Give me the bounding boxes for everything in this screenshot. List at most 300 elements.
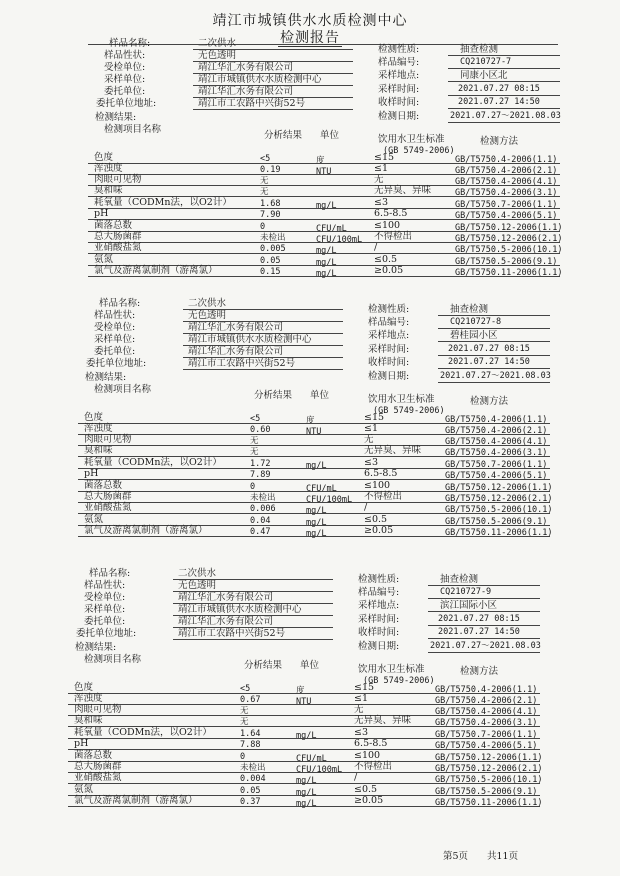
row-result: 7.90 [260, 210, 281, 220]
row-method: GB/T5750.4-2006(2.1) [445, 426, 548, 436]
col-std2-header: (GB 5749-2006) [373, 406, 445, 416]
col-result-header: 分析结果 [254, 390, 293, 401]
row-divider [78, 434, 550, 435]
row-unit: mg/L [316, 258, 337, 268]
row-item: 氯气及游离氯制剂（游离氯） [84, 525, 208, 536]
entrusted-addr-label: 委托单位地址: [86, 358, 147, 369]
row-divider [68, 715, 540, 716]
sample-time-label: 采样时间: [378, 84, 420, 95]
row-result: 0.19 [260, 165, 281, 175]
test-nature-value: 抽查检测 [450, 304, 489, 315]
field-underline [193, 109, 353, 110]
col-method-header: 检测方法 [470, 396, 509, 407]
row-item: 菌落总数 [94, 220, 133, 231]
row-std: ≤100 [354, 750, 381, 761]
client-label: 受检单位: [104, 62, 146, 73]
row-divider [78, 491, 550, 492]
col-unit-header: 单位 [300, 660, 320, 671]
row-std: ≥0.05 [374, 265, 404, 276]
sample-site-value: 碧桂园小区 [450, 330, 498, 341]
row-result: 0.04 [250, 516, 271, 526]
row-std: ≤100 [364, 480, 391, 491]
row-method: GB/T5750.4-2006(2.1) [435, 696, 538, 706]
row-std: ≤100 [374, 220, 401, 231]
row-result: 0 [240, 752, 246, 762]
row-unit: mg/L [306, 506, 327, 516]
entrusted-unit-value: 靖江华汇水务有限公司 [198, 86, 294, 97]
row-item: 色度 [84, 412, 104, 423]
field-underline [448, 95, 560, 96]
row-item: 亚硝酸盐氮 [94, 242, 142, 253]
entrusted-unit-value: 靖江华汇水务有限公司 [178, 616, 274, 627]
row-item: 臭和味 [74, 715, 103, 726]
row-result: 0.37 [240, 797, 261, 807]
row-divider [78, 502, 550, 503]
field-underline [193, 85, 353, 86]
row-std: 6.5-8.5 [354, 738, 388, 749]
row-result: 未检出 [250, 493, 276, 503]
org-title: 靖江市城镇供水水质检测中心 [212, 13, 408, 29]
row-unit: mg/L [296, 776, 317, 786]
row-item: 氨氮 [94, 254, 114, 265]
row-method: GB/T5750.5-2006(10.1) [455, 245, 563, 255]
row-method: GB/T5750.12-2006(2.1) [455, 234, 563, 244]
sample-name-label: 样品名称: [109, 38, 151, 49]
row-result: 1.68 [260, 199, 281, 209]
field-underline [438, 341, 550, 342]
field-underline [183, 321, 343, 322]
entrusted-unit-value: 靖江华汇水务有限公司 [188, 346, 284, 357]
row-divider [88, 185, 560, 186]
sample-name-value: 二次供水 [178, 568, 217, 579]
report-block [0, 530, 600, 830]
col-item-header: 检测项目名称 [104, 124, 162, 135]
row-std: ≤1 [364, 423, 379, 434]
row-item: 臭和味 [94, 185, 123, 196]
row-std: 不得检出 [374, 231, 413, 242]
row-item: 耗氧量（CODMn法，以O2计） [84, 457, 222, 468]
row-divider [68, 738, 540, 739]
row-divider [68, 772, 540, 773]
row-std: ≤3 [354, 727, 369, 738]
row-method: GB/T5750.7-2006(1.1) [435, 730, 538, 740]
row-divider [78, 479, 550, 480]
client-label: 受检单位: [94, 322, 136, 333]
field-underline [438, 382, 550, 383]
row-result: 0.005 [260, 244, 286, 254]
row-result: 0 [250, 482, 256, 492]
row-std: ≤15 [364, 412, 385, 423]
row-result: 0.05 [260, 256, 281, 266]
row-method: GB/T5750.7-2006(1.1) [455, 200, 558, 210]
row-std: ≤15 [374, 152, 395, 163]
row-item: 耗氧量（CODMn法，以O2计） [94, 197, 232, 208]
row-item: 浑浊度 [84, 423, 113, 434]
row-item: 氨氮 [84, 514, 104, 525]
test-nature-label: 检测性质: [368, 304, 410, 315]
sample-no-value: CQ210727-7 [460, 57, 512, 67]
row-method: GB/T5750.4-2006(4.1) [445, 437, 548, 447]
row-unit: CFU/100mL [296, 765, 343, 775]
sample-props-value: 无色透明 [188, 310, 227, 321]
row-result: <5 [260, 154, 271, 164]
test-date-value: 2021.07.27～2021.08.03 [430, 641, 541, 651]
field-underline [183, 345, 343, 346]
row-method: GB/T5750.4-2006(3.1) [455, 188, 558, 198]
row-method: GB/T5750.5-2006(9.1) [435, 787, 538, 797]
row-std: 无 [354, 704, 364, 715]
row-std: 无 [374, 174, 384, 185]
field-underline [428, 652, 540, 653]
row-item: 臭和味 [84, 445, 113, 456]
test-nature-value: 抽查检测 [460, 44, 499, 55]
report-block [0, 0, 620, 300]
row-item: 色度 [94, 152, 114, 163]
field-underline [193, 61, 353, 62]
row-unit: NTU [296, 697, 312, 707]
row-item: 总大肠菌群 [94, 231, 142, 242]
row-result: 无 [240, 706, 249, 716]
row-std: 无异臭、异味 [364, 445, 422, 456]
row-unit: mg/L [296, 788, 317, 798]
row-divider [78, 423, 550, 424]
sample-props-value: 无色透明 [198, 50, 237, 61]
test-date-label: 检测日期: [368, 371, 410, 382]
field-underline [193, 49, 353, 50]
field-underline [428, 585, 540, 586]
row-unit: NTU [306, 427, 322, 437]
field-underline [448, 55, 560, 56]
row-divider [68, 806, 540, 807]
row-unit: mg/L [296, 799, 317, 809]
sample-name-value: 二次供水 [188, 298, 227, 309]
row-std: ≤1 [374, 163, 389, 174]
row-method: GB/T5750.7-2006(1.1) [445, 460, 548, 470]
row-unit: 度 [306, 416, 315, 426]
sampler-label: 采样单位: [84, 604, 126, 615]
receive-time-value: 2021.07.27 14:50 [448, 357, 530, 367]
col-method-header: 检测方法 [480, 136, 519, 147]
row-method: GB/T5750.12-2006(1.1) [445, 483, 553, 493]
row-std: 无异臭、异味 [354, 715, 412, 726]
col-result-header: 分析结果 [244, 660, 283, 671]
field-underline [428, 625, 540, 626]
sample-time-label: 采样时间: [368, 344, 410, 355]
field-underline [448, 68, 560, 69]
sample-time-value: 2021.07.27 08:15 [458, 84, 540, 94]
row-method: GB/T5750.4-2006(1.1) [455, 155, 558, 165]
row-divider [88, 253, 560, 254]
row-unit: mg/L [306, 518, 327, 528]
field-underline [193, 73, 353, 74]
receive-time-value: 2021.07.27 14:50 [438, 627, 520, 637]
row-std: ≤3 [364, 457, 379, 468]
entrusted-addr-label: 委托单位地址: [76, 628, 137, 639]
row-method: GB/T5750.12-2006(2.1) [435, 764, 543, 774]
field-underline [183, 357, 343, 358]
row-result: 无 [260, 176, 269, 186]
sampler-label: 采样单位: [94, 334, 136, 345]
row-result: <5 [240, 684, 251, 694]
col-method-header: 检测方法 [460, 666, 499, 677]
page-number: 第5页 [443, 851, 469, 862]
entrusted-addr-label: 委托单位地址: [96, 98, 157, 109]
row-method: GB/T5750.5-2006(9.1) [445, 517, 548, 527]
row-item: 亚硝酸盐氮 [84, 502, 132, 513]
row-item: 耗氧量（CODMn法，以O2计） [74, 727, 212, 738]
col-std-header: 饮用水卫生标准 [378, 134, 445, 145]
row-unit: CFU/100mL [316, 235, 363, 245]
client-value: 靖江华汇水务有限公司 [188, 322, 284, 333]
row-result: 0.47 [250, 527, 271, 537]
row-method: GB/T5750.4-2006(3.1) [445, 448, 548, 458]
results-label: 检测结果: [95, 112, 137, 123]
test-date-value: 2021.07.27～2021.08.03 [440, 371, 551, 381]
sampler-value: 靖江市城镇供水水质检测中心 [198, 74, 322, 85]
client-value: 靖江华汇水务有限公司 [198, 62, 294, 73]
row-divider [78, 468, 550, 469]
row-item: 总大肠菌群 [74, 761, 122, 772]
row-result: 0.60 [250, 425, 271, 435]
field-underline [428, 638, 540, 639]
entrusted-unit-label: 委托单位: [104, 86, 146, 97]
col-std2-header: (GB 5749-2006) [363, 676, 435, 686]
field-underline [193, 97, 353, 98]
field-underline [448, 81, 560, 82]
row-std: ≤0.5 [354, 784, 378, 795]
row-std: ≤0.5 [374, 254, 398, 265]
row-method: GB/T5750.5-2006(9.1) [455, 257, 558, 267]
row-result: 无 [240, 717, 249, 727]
test-nature-label: 检测性质: [358, 574, 400, 585]
row-unit: mg/L [316, 201, 337, 211]
row-item: 氨氮 [74, 784, 94, 795]
col-item-header: 检测项目名称 [94, 384, 152, 395]
row-method: GB/T5750.4-2006(3.1) [435, 718, 538, 728]
col-std-header: 饮用水卫生标准 [368, 394, 435, 405]
entrusted-addr-value: 靖江市工农路中兴街52号 [198, 98, 306, 109]
sampler-value: 靖江市城镇供水水质检测中心 [188, 334, 312, 345]
row-method: GB/T5750.4-2006(5.1) [435, 741, 538, 751]
row-method: GB/T5750.4-2006(1.1) [435, 685, 538, 695]
row-result: 0.05 [240, 786, 261, 796]
sample-no-label: 样品编号: [378, 57, 420, 68]
sample-name-label: 样品名称: [89, 568, 131, 579]
field-underline [173, 603, 333, 604]
client-value: 靖江华汇水务有限公司 [178, 592, 274, 603]
sample-site-value: 同康小区北 [460, 70, 508, 81]
test-date-value: 2021.07.27～2021.08.03 [450, 111, 561, 121]
row-result: 1.72 [250, 459, 271, 469]
row-std: ≥0.05 [364, 525, 394, 536]
row-unit: 度 [316, 156, 325, 166]
field-underline [183, 333, 343, 334]
row-result: 未检出 [260, 233, 286, 243]
col-unit-header: 单位 [320, 130, 340, 141]
row-std: ≤1 [354, 693, 369, 704]
sample-site-label: 采样地点: [378, 70, 420, 81]
row-item: 氯气及游离氯制剂（游离氯） [74, 795, 198, 806]
row-std: 无 [364, 434, 374, 445]
field-underline [448, 122, 560, 123]
row-method: GB/T5750.12-2006(1.1) [455, 223, 563, 233]
field-underline [183, 309, 343, 310]
field-underline [173, 591, 333, 592]
row-result: 未检出 [240, 763, 266, 773]
row-method: GB/T5750.4-2006(2.1) [455, 166, 558, 176]
row-item: pH [74, 738, 89, 749]
row-std: 6.5-8.5 [364, 468, 398, 479]
test-date-label: 检测日期: [358, 641, 400, 652]
row-std: 不得检出 [354, 761, 393, 772]
client-label: 受检单位: [84, 592, 126, 603]
row-divider [68, 704, 540, 705]
row-item: pH [84, 468, 99, 479]
row-item: 肉眼可见物 [84, 434, 132, 445]
row-unit: CFU/100mL [306, 495, 353, 505]
field-underline [438, 315, 550, 316]
row-std: ≥0.05 [354, 795, 384, 806]
report-block [0, 260, 610, 560]
receive-time-label: 收样时间: [378, 97, 420, 108]
field-underline [173, 579, 333, 580]
row-method: GB/T5750.11-2006(1.1) [455, 268, 563, 278]
field-underline [428, 598, 540, 599]
col-item-header: 检测项目名称 [84, 654, 142, 665]
row-std: / [354, 772, 358, 783]
row-unit: CFU/mL [306, 484, 337, 494]
sample-time-value: 2021.07.27 08:15 [448, 344, 530, 354]
sample-props-label: 样品性状: [104, 50, 146, 61]
row-result: 1.64 [240, 729, 261, 739]
row-method: GB/T5750.11-2006(1.1) [445, 528, 553, 538]
entrusted-addr-value: 靖江市工农路中兴街52号 [178, 628, 286, 639]
receive-time-value: 2021.07.27 14:50 [458, 97, 540, 107]
row-divider [88, 163, 560, 164]
row-std: 无异臭、异味 [374, 185, 432, 196]
row-divider [88, 242, 560, 243]
row-unit: CFU/mL [316, 224, 347, 234]
sample-site-label: 采样地点: [358, 600, 400, 611]
page-total: 共11页 [487, 851, 519, 862]
row-divider [68, 761, 540, 762]
row-method: GB/T5750.4-2006(4.1) [455, 177, 558, 187]
sampler-label: 采样单位: [104, 74, 146, 85]
row-result: 无 [250, 447, 259, 457]
row-divider [78, 445, 550, 446]
row-result: 无 [260, 187, 269, 197]
sample-site-label: 采样地点: [368, 330, 410, 341]
row-result: 7.89 [250, 470, 271, 480]
field-underline [173, 639, 333, 640]
row-std: 6.5-8.5 [374, 208, 408, 219]
sampler-value: 靖江市城镇供水水质检测中心 [178, 604, 302, 615]
test-nature-label: 检测性质: [378, 44, 420, 55]
sample-no-label: 样品编号: [368, 317, 410, 328]
row-result: 0.15 [260, 267, 281, 277]
sample-no-value: CQ210727-9 [440, 587, 492, 597]
col-result-header: 分析结果 [264, 130, 303, 141]
row-divider [68, 783, 540, 784]
row-unit: mg/L [316, 246, 337, 256]
row-item: 菌落总数 [74, 750, 113, 761]
row-result: 7.88 [240, 740, 261, 750]
row-divider [88, 174, 560, 175]
field-underline [183, 369, 343, 370]
row-divider [68, 749, 540, 750]
row-divider [88, 231, 560, 232]
row-method: GB/T5750.4-2006(5.1) [455, 211, 558, 221]
receive-time-label: 收样时间: [358, 627, 400, 638]
row-unit: mg/L [306, 529, 327, 539]
row-result: 0 [260, 222, 266, 232]
results-label: 检测结果: [85, 372, 127, 383]
report-title-text: 检测报告 [280, 30, 340, 46]
row-method: GB/T5750.4-2006(5.1) [445, 471, 548, 481]
sample-time-label: 采样时间: [358, 614, 400, 625]
row-method: GB/T5750.12-2006(2.1) [445, 494, 553, 504]
row-result: 0.004 [240, 774, 266, 784]
sample-name-value: 二次供水 [198, 38, 237, 49]
field-underline [438, 368, 550, 369]
row-divider [68, 693, 540, 694]
row-method: GB/T5750.4-2006(1.1) [445, 415, 548, 425]
row-method: GB/T5750.5-2006(10.1) [435, 775, 543, 785]
row-item: 浑浊度 [74, 693, 103, 704]
row-divider [78, 513, 550, 514]
sample-name-label: 样品名称: [99, 298, 141, 309]
row-unit: mg/L [296, 731, 317, 741]
row-method: GB/T5750.11-2006(1.1) [435, 798, 543, 808]
sample-time-value: 2021.07.27 08:15 [438, 614, 520, 624]
row-method: GB/T5750.5-2006(10.1) [445, 505, 553, 515]
sample-no-value: CQ210727-8 [450, 317, 502, 327]
row-std: ≤15 [354, 682, 375, 693]
entrusted-unit-label: 委托单位: [84, 616, 126, 627]
test-nature-value: 抽查检测 [440, 574, 479, 585]
row-item: 肉眼可见物 [74, 704, 122, 715]
field-underline [428, 611, 540, 612]
sample-site-value: 滨江国际小区 [440, 600, 498, 611]
row-unit: 度 [296, 686, 305, 696]
row-item: 亚硝酸盐氮 [74, 772, 122, 783]
entrusted-addr-value: 靖江市工农路中兴街52号 [188, 358, 296, 369]
row-std: 不得检出 [364, 491, 403, 502]
receive-time-label: 收样时间: [368, 357, 410, 368]
row-std: ≤3 [374, 197, 389, 208]
row-item: 肉眼可见物 [94, 174, 142, 185]
row-item: pH [94, 208, 109, 219]
row-result: 0.67 [240, 695, 261, 705]
test-date-label: 检测日期: [378, 111, 420, 122]
sample-no-label: 样品编号: [358, 587, 400, 598]
row-divider [88, 219, 560, 220]
row-unit: CFU/mL [296, 754, 327, 764]
row-unit: mg/L [306, 461, 327, 471]
row-item: 氯气及游离氯制剂（游离氯） [94, 265, 218, 276]
results-label: 检测结果: [75, 642, 117, 653]
row-std: / [364, 502, 368, 513]
row-method: GB/T5750.12-2006(1.1) [435, 753, 543, 763]
sample-props-value: 无色透明 [178, 580, 217, 591]
row-unit: mg/L [316, 269, 337, 279]
col-std2-header: (GB 5749-2006) [383, 146, 455, 156]
row-item: 菌落总数 [84, 480, 123, 491]
row-item: 色度 [74, 682, 94, 693]
row-std: / [374, 242, 378, 253]
row-divider [88, 208, 560, 209]
row-method: GB/T5750.4-2006(4.1) [435, 707, 538, 717]
